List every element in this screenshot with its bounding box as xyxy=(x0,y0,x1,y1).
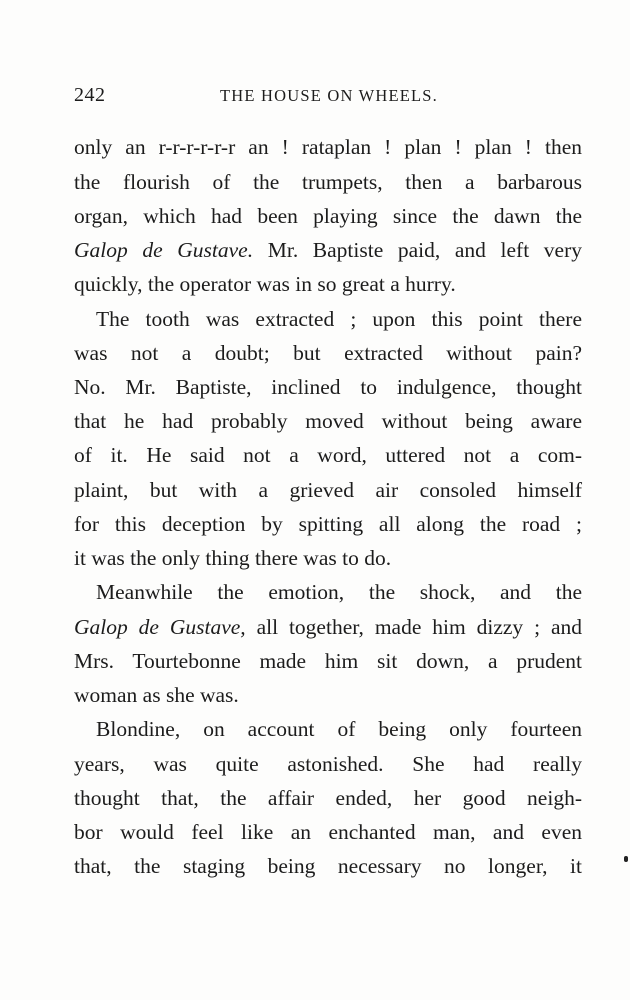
text-line xyxy=(74,237,582,263)
text-span: Meanwhile the emotion, the shock, and the xyxy=(96,580,582,604)
text-span: thought that, the affair ended, her good neigh- xyxy=(74,786,582,810)
text-span: organ, which had been playing since the dawn the xyxy=(74,204,582,228)
page-header xyxy=(74,84,584,110)
text-span: the flourish of the trumpets, then a barbarous xyxy=(74,170,582,194)
running-head: THE HOUSE ON WHEELS. xyxy=(220,86,439,105)
text-line xyxy=(74,169,582,195)
text-line xyxy=(74,477,582,503)
text-span: was not a doubt; but extracted without pain? xyxy=(74,341,582,365)
text-line xyxy=(74,340,582,366)
text-line xyxy=(74,374,582,400)
page-number: 242 xyxy=(74,84,106,106)
italic-title: Galop de Gustave. xyxy=(74,238,254,262)
text-line xyxy=(96,716,582,742)
text-line xyxy=(74,271,582,297)
text-span: it was the only thing there was to do. xyxy=(74,546,392,570)
text-line xyxy=(74,545,582,571)
text-span: that he had probably moved without being aware xyxy=(74,409,582,433)
text-span: No. Mr. Baptiste, inclined to indulgence, thought xyxy=(74,375,582,399)
text-span: plaint, but with a grieved air consoled himself xyxy=(74,478,582,502)
text-span: that, the staging being necessary no longer, it xyxy=(74,854,582,878)
text-span: Mrs. Tourtebonne made him sit down, a prudent xyxy=(74,649,582,673)
text-line xyxy=(74,648,582,674)
text-span: all together, made him dizzy ; and xyxy=(245,615,582,639)
text-span: quickly, the operator was in so great a hurry. xyxy=(74,272,456,296)
text-line xyxy=(74,819,582,845)
text-span: bor would feel like an enchanted man, and even xyxy=(74,820,582,844)
text-line xyxy=(74,682,582,708)
text-span: for this deception by spitting all along the road ; xyxy=(74,512,582,536)
text-line xyxy=(74,853,582,879)
text-span: woman as she was. xyxy=(74,683,239,707)
text-line xyxy=(74,408,582,434)
text-line xyxy=(96,306,582,332)
page-edge-mark xyxy=(624,856,628,862)
text-line xyxy=(74,134,582,160)
text-span: Mr. Baptiste paid, and left very xyxy=(253,238,583,262)
text-span: years, was quite astonished. She had really xyxy=(74,752,582,776)
text-line xyxy=(74,785,582,811)
text-span: Blondine, on account of being only fourteen xyxy=(96,717,582,741)
text-line xyxy=(74,614,582,640)
text-line xyxy=(74,442,582,468)
text-line xyxy=(74,751,582,777)
italic-title: Galop de Gustave, xyxy=(74,615,246,639)
text-line xyxy=(74,203,582,229)
text-span: The tooth was extracted ; upon this point there xyxy=(96,307,582,331)
text-span: of it. He said not a word, uttered not a com- xyxy=(74,443,582,467)
text-span: only an r-r-r-r-r-r an ! rataplan ! plan ! plan ! then xyxy=(74,135,582,159)
text-line xyxy=(96,579,582,605)
text-line xyxy=(74,511,582,537)
